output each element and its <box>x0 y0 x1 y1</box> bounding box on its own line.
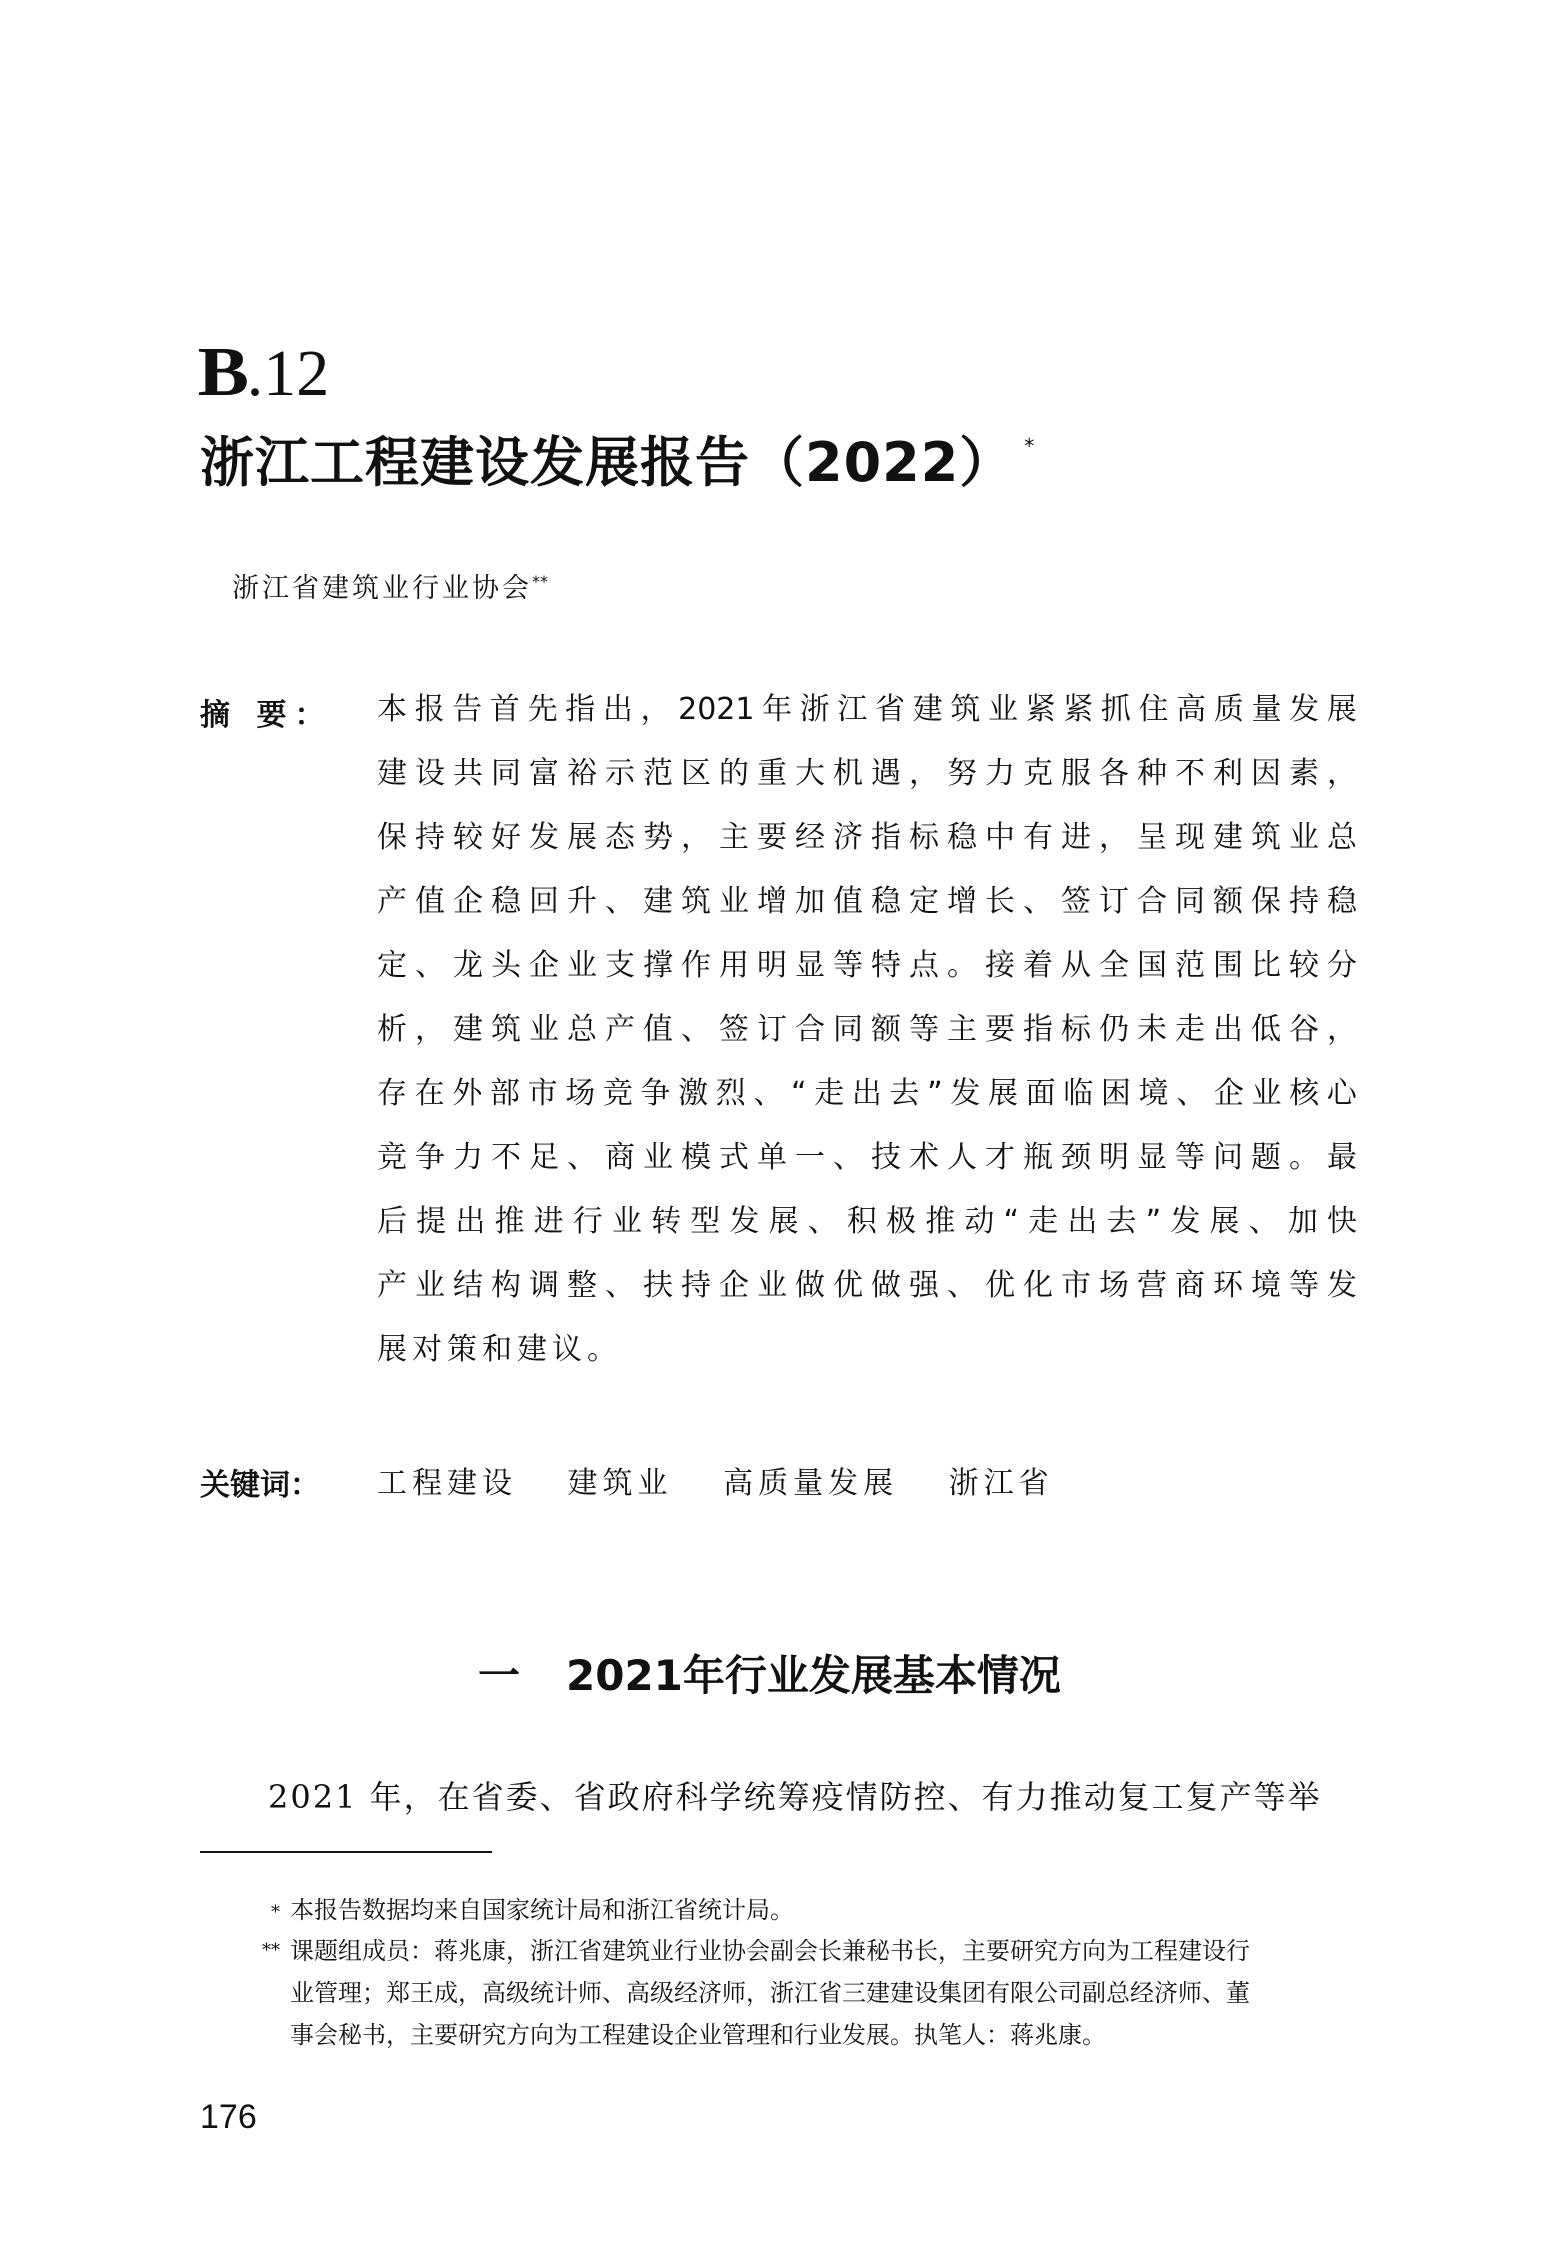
keyword: 工程建设 <box>377 1466 517 1501</box>
author <box>232 566 548 605</box>
keywords-list <box>377 1458 1090 1502</box>
footnote-text: 本报告数据均来自国家统计局和浙江省统计局。 <box>290 1896 794 1924</box>
keyword: 建筑业 <box>567 1466 673 1501</box>
section-number: 一 <box>478 1651 521 1700</box>
abstract-line: 产 业 结 构 调 整 、 扶 持 企 业 做 优 做 强 、 优 化 市 场 营 商 环 境 等 发 <box>377 1268 1357 1303</box>
abstract-line: 建 设 共 同 富 裕 示 范 区 的 重 大 机 遇 ， 努 力 克 服 各 种 不 利 因 素 ， <box>377 756 1357 791</box>
footnote-1 <box>230 1889 794 1934</box>
abstract-line: 展对策和建议。 <box>377 1332 622 1367</box>
chapter-code-letter: B <box>197 334 250 411</box>
abstract-line: 定 、 龙 头 企 业 支 撑 作 用 明 显 等 特 点 。 接 着 从 全 国 范 围 比 较 分 <box>377 948 1357 983</box>
footnote-mark: * <box>271 1902 280 1923</box>
footnote-line: 事会秘书，主要研究方向为工程建设企业管理和行业发展。执笔人：蒋兆康。 <box>290 2021 1106 2049</box>
keyword: 浙江省 <box>948 1466 1054 1501</box>
page-title <box>200 431 1036 494</box>
abstract-line: 保 持 较 好 发 展 态 势 ， 主 要 经 济 指 标 稳 中 有 进 ， 呈 现 建 筑 业 总 <box>377 820 1357 855</box>
abstract-line: 本 报 告 首 先 指 出 ， 2021 年 浙 江 省 建 筑 业 紧 紧 抓 住 高 质 量 发 展 <box>377 692 1357 727</box>
title-footnote-mark: * <box>1024 434 1036 458</box>
chapter-code <box>197 334 330 411</box>
author-footnote-mark: ** <box>532 572 548 591</box>
title-text: 浙江工程建设发展报告（2022） <box>200 431 1015 494</box>
abstract-line: 存 在 外 部 市 场 竞 争 激 烈 、 “ 走 出 去 ” 发 展 面 临 困 境 、 企 业 核 心 <box>377 1076 1357 1111</box>
section-title: 2021年行业发展基本情况 <box>566 1651 1061 1700</box>
abstract-text <box>377 686 1357 1390</box>
section-heading <box>478 1643 1061 1703</box>
footnote-mark: ** <box>262 1940 280 1961</box>
keyword: 高质量发展 <box>723 1466 899 1501</box>
body-paragraph: 2021 年，在省委、省政府科学统筹疫情防控、有力推动复工复产等举 <box>268 1778 1322 1816</box>
footnote-line: 课题组成员：蒋兆康，浙江省建筑业行业协会副会长兼秘书长，主要研究方向为工程建设行 <box>290 1937 1250 1965</box>
keywords-label: 关键词： <box>200 1468 320 1503</box>
footnote-2 <box>230 1930 1360 2056</box>
abstract-line: 后 提 出 推 进 行 业 转 型 发 展 、 积 极 推 动 “ 走 出 去 ” 发 展 、 加 快 <box>377 1204 1357 1239</box>
footnote-divider <box>200 1851 492 1853</box>
abstract-line: 析 ， 建 筑 业 总 产 值 、 签 订 合 同 额 等 主 要 指 标 仍 未 走 出 低 谷 ， <box>377 1012 1357 1047</box>
abstract-line: 产 值 企 稳 回 升 、 建 筑 业 增 加 值 稳 定 增 长 、 签 订 合 同 额 保 持 稳 <box>377 884 1357 919</box>
page-number: 176 <box>200 2098 257 2136</box>
footnote-line: 业管理；郑王成，高级统计师、高级经济师，浙江省三建建设集团有限公司副总经济师、董 <box>290 1979 1250 2007</box>
chapter-code-number: .12 <box>246 337 330 410</box>
author-text: 浙江省建筑业行业协会 <box>232 573 532 604</box>
abstract-label: 摘 要： <box>200 698 333 733</box>
abstract-line: 竞 争 力 不 足 、 商 业 模 式 单 一 、 技 术 人 才 瓶 颈 明 显 等 问 题 。 最 <box>377 1140 1357 1175</box>
